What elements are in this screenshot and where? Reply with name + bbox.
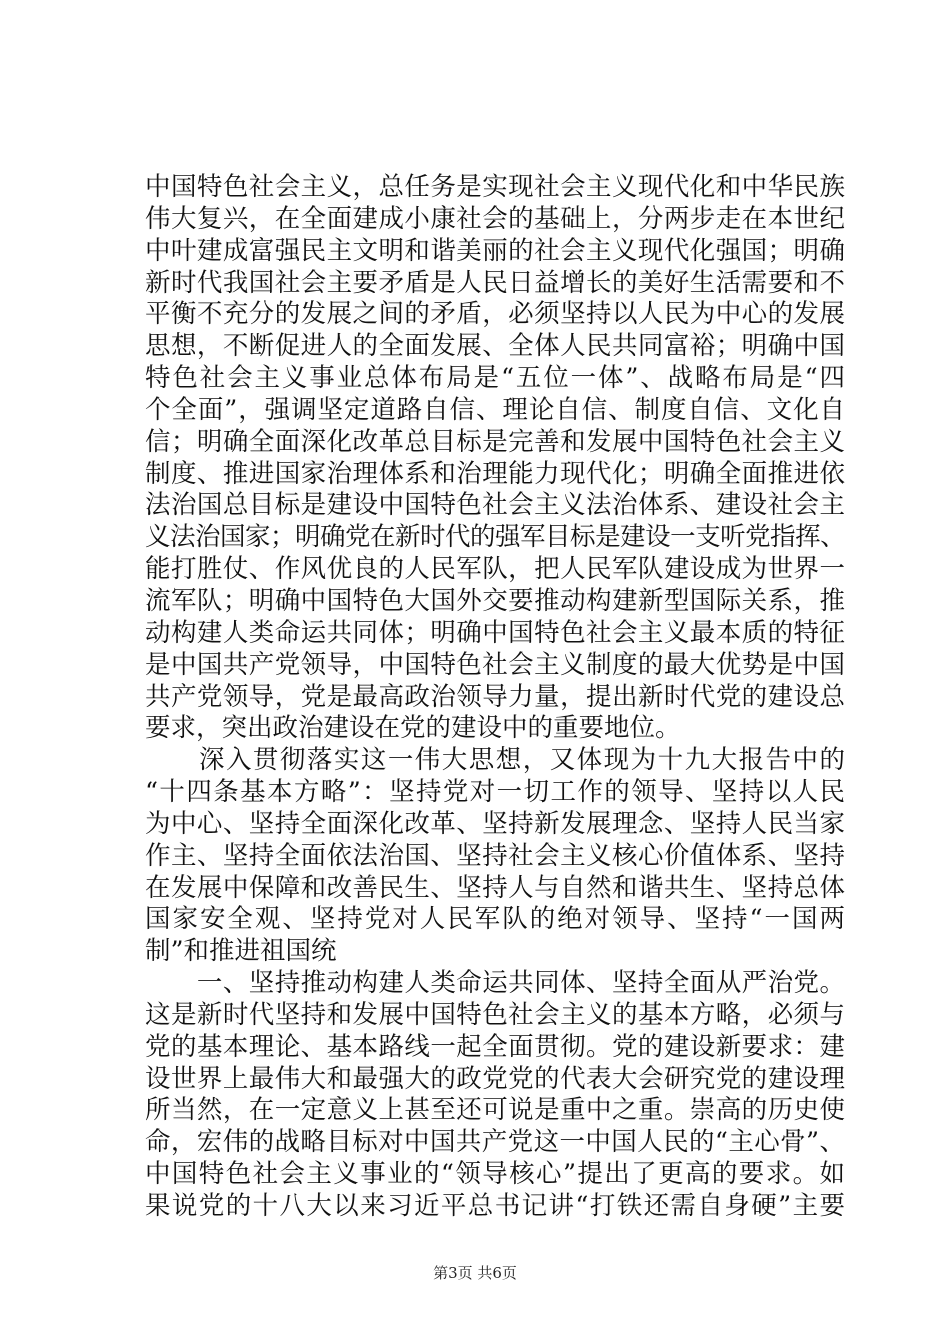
text-line: 平衡不充分的发展之间的矛盾，必须坚持以人民为中心的发展 xyxy=(145,299,845,330)
text-line: 果说党的十八大以来习近平总书记讲“打铁还需自身硬”主要 xyxy=(145,1191,845,1221)
text-line: 新时代我国社会主要矛盾是人民日益增长的美好生活需要和不 xyxy=(145,267,845,298)
text-line: 伟大复兴，在全面建成小康社会的基础上，分两步走在本世纪 xyxy=(145,203,845,234)
text-line: “十四条基本方略”：坚持党对一切工作的领导、坚持以人民 xyxy=(145,777,845,808)
text-line: 深入贯彻落实这一伟大思想，又体现为十九大报告中的 xyxy=(145,745,845,776)
text-line: 共产党领导，党是最高政治领导力量，提出新时代党的建设总 xyxy=(145,681,845,712)
text-line: 思想，不断促进人的全面发展、全体人民共同富裕；明确中国 xyxy=(145,331,845,362)
text-line: 是中国共产党领导，中国特色社会主义制度的最大优势是中国 xyxy=(145,649,845,680)
text-line: 法治国总目标是建设中国特色社会主义法治体系、建设社会主 xyxy=(145,490,845,521)
text-line: 在发展中保障和改善民生、坚持人与自然和谐共生、坚持总体 xyxy=(145,872,845,903)
text-line: 这是新时代坚持和发展中国特色社会主义的基本方略，必须与 xyxy=(145,999,845,1030)
text-line: 义法治国家；明确党在新时代的强军目标是建设一支听党指挥、 xyxy=(145,522,845,553)
text-line: 一、坚持推动构建人类命运共同体、坚持全面从严治党。 xyxy=(145,968,845,999)
text-line: 为中心、坚持全面深化改革、坚持新发展理念、坚持人民当家 xyxy=(145,808,845,839)
text-line: 特色社会主义事业总体布局是“五位一体”、战略布局是“四 xyxy=(145,363,845,394)
body-text xyxy=(145,172,845,1223)
text-line: 要求，突出政治建设在党的建设中的重要地位。 xyxy=(145,713,681,744)
text-line: 党的基本理论、基本路线一起全面贯彻。党的建设新要求：建 xyxy=(145,1031,845,1062)
text-line: 所当然，在一定意义上甚至还可说是重中之重。崇高的历史使 xyxy=(145,1095,845,1126)
text-line: 作主、坚持全面依法治国、坚持社会主义核心价值体系、坚持 xyxy=(145,840,845,871)
text-line: 流军队；明确中国特色大国外交要推动构建新型国际关系，推 xyxy=(145,585,845,616)
text-line: 中国特色社会主义，总任务是实现社会主义现代化和中华民族 xyxy=(145,172,845,202)
text-line: 制度、推进国家治理体系和治理能力现代化；明确全面推进依 xyxy=(145,458,845,489)
text-line: 中叶建成富强民主文明和谐美丽的社会主义现代化强国；明确 xyxy=(145,235,845,266)
text-line: 动构建人类命运共同体；明确中国特色社会主义最本质的特征 xyxy=(145,617,845,648)
text-line: 中国特色社会主义事业的“领导核心”提出了更高的要求。如 xyxy=(145,1159,845,1190)
text-line: 国家安全观、坚持党对人民军队的绝对领导、坚持“一国两 xyxy=(145,904,845,935)
text-line: 制”和推进祖国统 xyxy=(145,936,337,967)
page-footer: 第3页 共6页 xyxy=(433,1264,517,1282)
text-line: 能打胜仗、作风优良的人民军队，把人民军队建设成为世界一 xyxy=(145,554,845,585)
text-line: 信；明确全面深化改革总目标是完善和发展中国特色社会主义 xyxy=(145,426,845,457)
text-line: 设世界上最伟大和最强大的政党党的代表大会研究党的建设理 xyxy=(145,1063,845,1094)
text-line: 个全面”，强调坚定道路自信、理论自信、制度自信、文化自 xyxy=(145,394,845,425)
text-line: 命，宏伟的战略目标对中国共产党这一中国人民的“主心骨”、 xyxy=(145,1127,845,1158)
